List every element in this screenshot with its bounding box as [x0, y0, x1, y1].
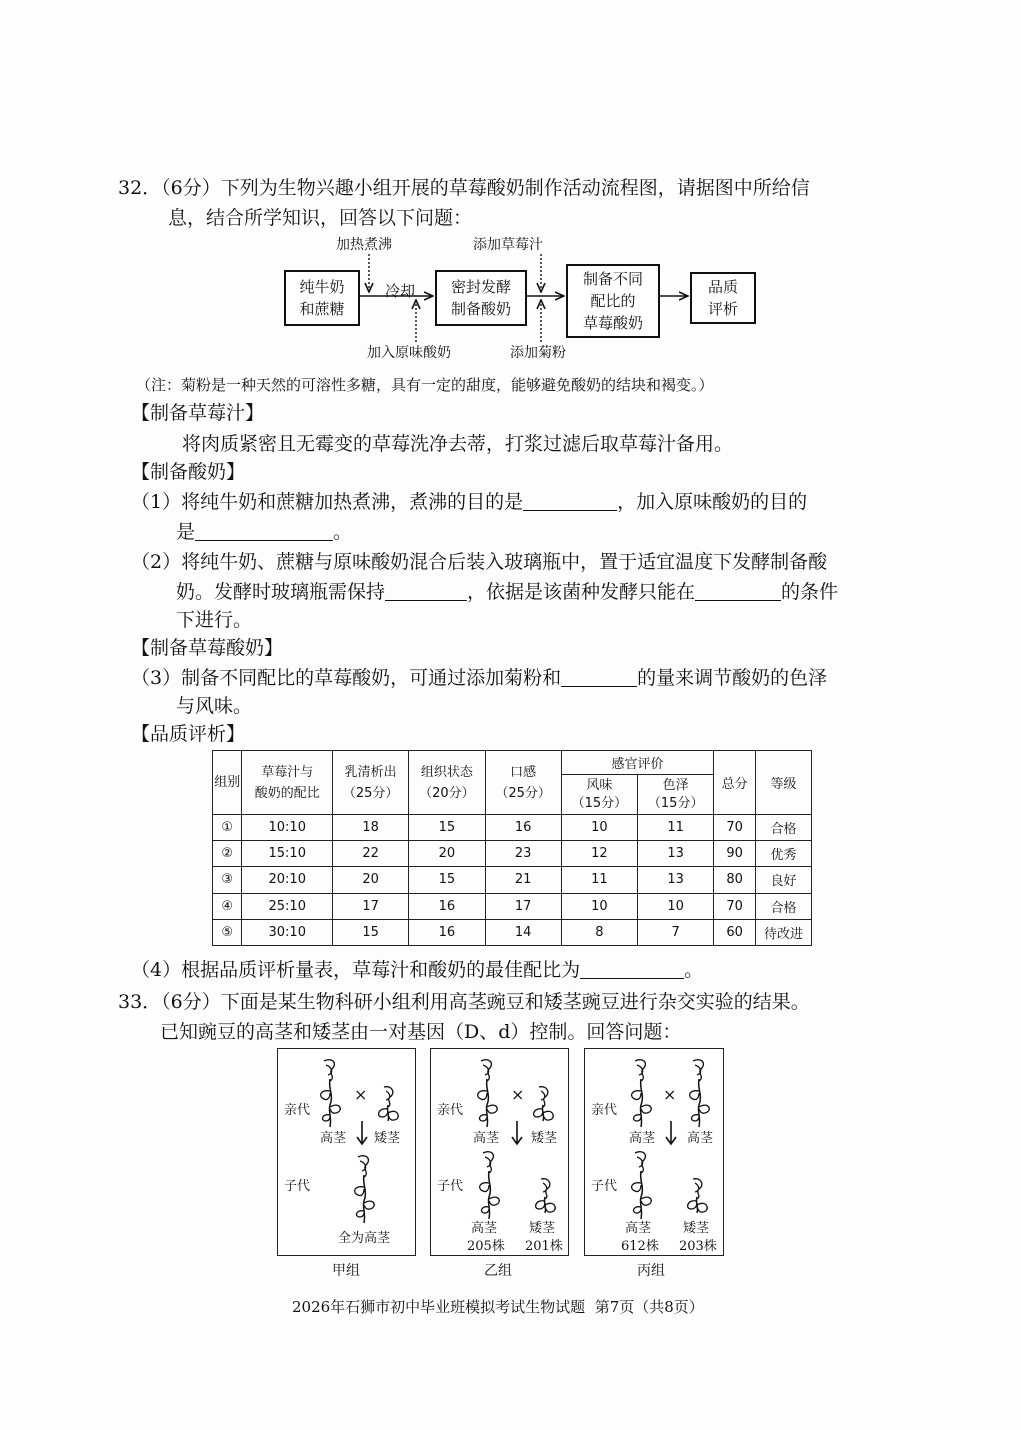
th-color-2: （15分） — [647, 795, 704, 811]
tall-pea-icon — [685, 1057, 715, 1129]
panel-yi-child2: 矮茎 — [529, 1221, 556, 1236]
panel-jia-child-label: 子代 — [284, 1179, 311, 1194]
cell-ratio: 20:10 — [242, 867, 333, 893]
short-pea-icon — [531, 1175, 561, 1219]
flow-box3-line1: 制备不同 — [582, 270, 643, 288]
panel-bing-child-label: 子代 — [591, 1179, 618, 1194]
cell-taste: 14 — [485, 919, 561, 945]
cell-id: ④ — [213, 893, 242, 919]
q32-part2-line1: （2）将纯牛奶、蔗糖与原味酸奶混合后装入玻璃瓶中，置于适宜温度下发酵制备酸 — [131, 551, 828, 573]
juice-text: 将肉质紧密且无霉变的草莓洗净去蒂，打浆过滤后取草莓汁备用。 — [182, 433, 734, 455]
flow-box4-line1: 品质 — [707, 278, 738, 296]
panel-yi-child1: 高茎 — [471, 1221, 498, 1236]
flow-box3-line3: 草莓酸奶 — [582, 314, 643, 332]
cell-grade: 良好 — [756, 867, 812, 893]
cell-taste: 23 — [485, 841, 561, 867]
section-juice-heading: 【制备草莓汁】 — [131, 402, 265, 424]
flow-label-add-juice: 添加草莓汁 — [473, 237, 543, 253]
flow-box2-line1: 密封发酵 — [450, 278, 511, 296]
cell-tissue: 15 — [409, 867, 485, 893]
flow-label-add-yogurt: 加入原味酸奶 — [367, 345, 451, 361]
blank-2a[interactable] — [385, 581, 467, 601]
tall-pea-icon — [627, 1057, 657, 1129]
th-ratio-1: 草莓汁与 — [261, 764, 314, 780]
q32-part2-line2 — [176, 576, 838, 608]
table-row — [213, 815, 812, 841]
cell-ratio: 10:10 — [242, 815, 333, 841]
panel-yi — [430, 1048, 569, 1256]
q32-part1-line1 — [131, 486, 807, 518]
th-sensory: 感官评价 — [561, 751, 714, 775]
th-tissue-2: （20分） — [419, 785, 475, 801]
flow-box1-line2: 和蔗糖 — [299, 300, 345, 318]
cell-color: 13 — [638, 867, 714, 893]
th-flavor-1: 风味 — [586, 777, 613, 793]
q32-part2-text-b: 奶。发酵时玻璃瓶需保持 — [176, 581, 386, 603]
flow-box4-line2: 评析 — [707, 300, 738, 318]
q32-part3-text-a: （3）制备不同配比的草莓酸奶，可通过添加菊粉和 — [131, 667, 562, 689]
q32-note: （注：菊粉是一种天然的可溶性多糖，具有一定的甜度，能够避免酸奶的结块和褐变。） — [136, 376, 714, 394]
q32-stem-line2: 息，结合所学知识，回答以下问题： — [168, 207, 473, 229]
tall-pea-icon — [316, 1057, 346, 1129]
panel-bing-parent2: 高茎 — [687, 1131, 714, 1146]
panel-yi-child1-count: 205株 — [467, 1239, 505, 1254]
q32-part2-text-d: 的条件 — [781, 581, 839, 603]
cell-id: ② — [213, 841, 242, 867]
cell-taste: 21 — [485, 867, 561, 893]
q32-part2-line3: 下进行。 — [176, 609, 253, 631]
blank-4[interactable] — [580, 959, 684, 979]
cell-tissue: 16 — [409, 919, 485, 945]
blank-1a[interactable] — [523, 491, 617, 511]
th-group: 组别 — [213, 751, 242, 815]
cell-total: 70 — [714, 815, 756, 841]
flow-label-heat: 加热煮沸 — [336, 237, 392, 253]
cell-color: 7 — [638, 919, 714, 945]
panel-bing-child1-count: 612株 — [621, 1239, 659, 1254]
cell-tissue: 16 — [409, 893, 485, 919]
panel-bing-parent1: 高茎 — [629, 1131, 656, 1146]
q33-stem-line2: 已知豌豆的高茎和矮茎由一对基因（D、d）控制。回答问题： — [160, 1021, 682, 1043]
table-row — [213, 893, 812, 919]
th-whey-2: （25分） — [342, 785, 399, 801]
panel-jia-parent2: 矮茎 — [374, 1131, 401, 1146]
cross-symbol: × — [354, 1085, 368, 1104]
cell-flavor: 10 — [561, 815, 637, 841]
panel-bing-name: 丙组 — [637, 1263, 665, 1279]
cell-whey: 20 — [332, 867, 408, 893]
flow-label-cool: 冷却 — [385, 282, 416, 300]
q33-stem-line1: 33．（6分）下面是某生物科研小组利用高茎豌豆和矮茎豌豆进行杂交实验的结果。 — [118, 991, 810, 1013]
section-yogurt-heading: 【制备酸奶】 — [131, 461, 246, 483]
panel-bing — [584, 1048, 724, 1256]
th-whey — [332, 751, 408, 815]
th-taste-1: 口感 — [510, 764, 537, 780]
table-row — [213, 919, 812, 945]
panel-yi-child-label: 子代 — [437, 1179, 464, 1194]
cell-tissue: 15 — [409, 815, 485, 841]
cell-grade: 合格 — [756, 893, 812, 919]
cell-color: 13 — [638, 841, 714, 867]
cross-symbol: × — [663, 1085, 677, 1104]
panel-yi-child2-count: 201株 — [525, 1239, 563, 1254]
flow-box1-line1: 纯牛奶 — [299, 278, 345, 296]
panel-yi-parent1: 高茎 — [473, 1131, 500, 1146]
cell-id: ⑤ — [213, 919, 242, 945]
section-quality-heading: 【品质评析】 — [131, 723, 246, 745]
cell-total: 60 — [714, 919, 756, 945]
table-row — [213, 867, 812, 893]
th-ratio-2: 酸奶的配比 — [254, 785, 320, 801]
th-taste-2: （25分） — [495, 785, 551, 801]
th-flavor-2: （15分） — [571, 795, 628, 811]
panel-jia — [277, 1048, 416, 1256]
th-color — [638, 775, 714, 815]
flow-arrows — [0, 0, 1021, 380]
quality-table — [212, 750, 812, 946]
q32-part4 — [131, 954, 703, 986]
panel-bing-parent-label: 亲代 — [591, 1103, 618, 1118]
cell-whey: 17 — [332, 893, 408, 919]
th-tissue — [409, 751, 485, 815]
cell-whey: 15 — [332, 919, 408, 945]
cell-color: 10 — [638, 893, 714, 919]
short-pea-icon — [529, 1083, 559, 1127]
cell-id: ① — [213, 815, 242, 841]
cell-tissue: 20 — [409, 841, 485, 867]
q32-part1-text-b: ，加入原味酸奶的目的 — [617, 491, 808, 513]
panel-yi-name: 乙组 — [484, 1263, 512, 1279]
q32-part1-text-c: 是 — [176, 521, 196, 543]
cell-flavor: 11 — [561, 867, 637, 893]
q32-part1-line2 — [176, 516, 352, 548]
q32-part1-text-a: （1）将纯牛奶和蔗糖加热煮沸，煮沸的目的是 — [131, 491, 524, 513]
tall-pea-icon — [350, 1153, 380, 1225]
th-grade: 等级 — [756, 751, 812, 815]
panel-jia-name: 甲组 — [332, 1263, 360, 1279]
q32-part3-text-b: 的量来调节酸奶的色泽 — [637, 667, 828, 689]
blank-1b[interactable] — [195, 521, 333, 541]
cell-taste: 16 — [485, 815, 561, 841]
cell-whey: 18 — [332, 815, 408, 841]
th-ratio — [242, 751, 333, 815]
flow-label-add-inulin: 添加菊粉 — [510, 345, 566, 361]
down-arrow-icon — [511, 1119, 523, 1147]
cell-flavor: 12 — [561, 841, 637, 867]
panel-jia-result: 全为高茎 — [338, 1231, 391, 1246]
cell-grade: 待改进 — [756, 919, 812, 945]
tall-pea-icon — [473, 1057, 503, 1129]
panel-bing-child2-count: 203株 — [679, 1239, 717, 1254]
q32-part4-text-a: （4）根据品质评析量表，草莓汁和酸奶的最佳配比为 — [131, 959, 581, 981]
q32-stem-line1: 32．（6分）下列为生物兴趣小组开展的草莓酸奶制作活动流程图，请据图中所给信 — [118, 177, 810, 199]
th-total: 总分 — [714, 751, 756, 815]
th-tissue-1: 组织状态 — [420, 764, 473, 780]
cell-ratio: 15:10 — [242, 841, 333, 867]
th-whey-1: 乳清析出 — [344, 764, 397, 780]
cell-grade: 优秀 — [756, 841, 812, 867]
cell-total: 90 — [714, 841, 756, 867]
cross-symbol: × — [511, 1085, 525, 1104]
table-row — [213, 841, 812, 867]
short-pea-icon — [683, 1175, 713, 1219]
tall-pea-icon — [475, 1149, 505, 1221]
section-strawberry-heading: 【制备草莓酸奶】 — [131, 637, 284, 659]
panel-jia-parent-label: 亲代 — [284, 1103, 311, 1118]
panel-bing-child1: 高茎 — [625, 1221, 652, 1236]
flow-box2-line2: 制备酸奶 — [450, 300, 511, 318]
cell-flavor: 10 — [561, 893, 637, 919]
cell-total: 70 — [714, 893, 756, 919]
cell-id: ③ — [213, 867, 242, 893]
cell-color: 11 — [638, 815, 714, 841]
th-flavor — [561, 775, 637, 815]
blank-2b[interactable] — [695, 581, 781, 601]
flow-box3-line2: 配比的 — [590, 292, 636, 310]
down-arrow-icon — [665, 1119, 677, 1147]
cell-flavor: 8 — [561, 919, 637, 945]
cell-ratio: 25:10 — [242, 893, 333, 919]
q32-part2-text-c: ，依据是该菌种发酵只能在 — [467, 581, 696, 603]
page-footer: 2026年石狮市初中毕业班模拟考试生物试题 第7页（共8页） — [292, 1298, 704, 1316]
cell-grade: 合格 — [756, 815, 812, 841]
q32-part4-text-b: 。 — [684, 959, 704, 981]
cell-ratio: 30:10 — [242, 919, 333, 945]
panel-yi-parent-label: 亲代 — [437, 1103, 464, 1118]
blank-3[interactable] — [561, 667, 637, 687]
tall-pea-icon — [627, 1149, 657, 1221]
cell-whey: 22 — [332, 841, 408, 867]
q32-part1-text-d: 。 — [333, 521, 353, 543]
panel-bing-child2: 矮茎 — [683, 1221, 710, 1236]
cell-taste: 17 — [485, 893, 561, 919]
panel-yi-parent2: 矮茎 — [531, 1131, 558, 1146]
th-taste — [485, 751, 561, 815]
down-arrow-icon — [356, 1119, 368, 1147]
short-pea-icon — [374, 1083, 404, 1127]
cell-total: 80 — [714, 867, 756, 893]
th-color-1: 色泽 — [662, 777, 689, 793]
panel-jia-parent1: 高茎 — [320, 1131, 347, 1146]
q32-part3-line2: 与风味。 — [176, 695, 253, 717]
